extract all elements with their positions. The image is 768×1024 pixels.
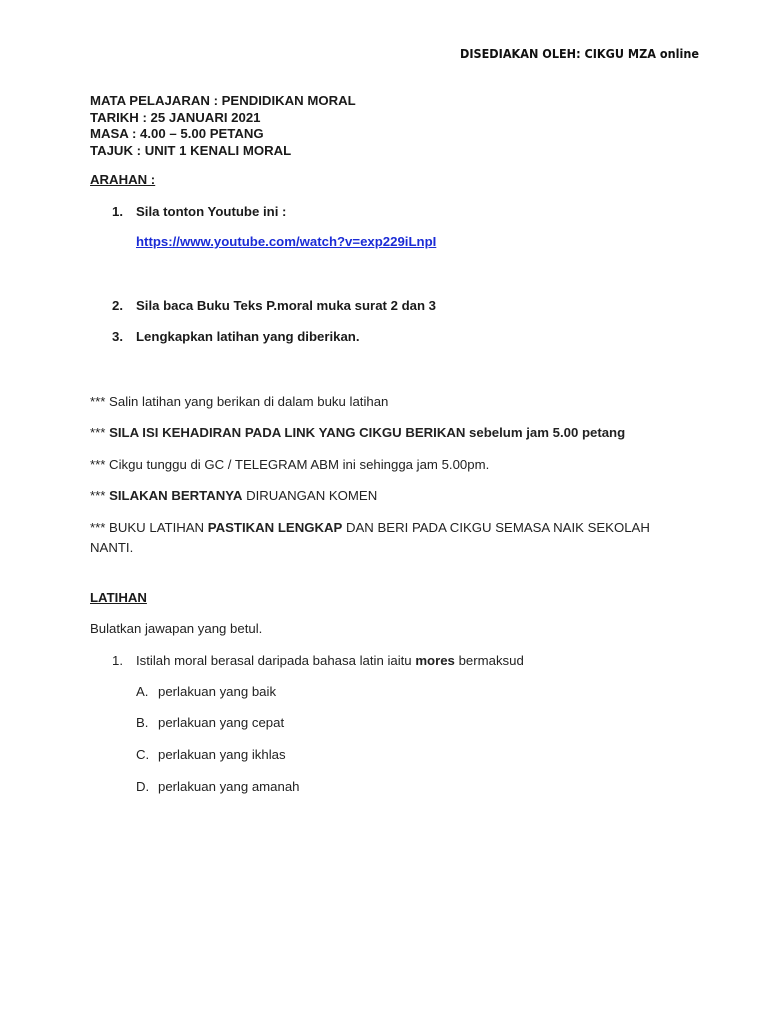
prepared-by-header: DISEDIAKAN OLEH: CIKGU MZA online — [460, 46, 699, 61]
note-4 — [90, 488, 377, 503]
note-1: *** Salin latihan yang berikan di dalam buku latihan — [90, 394, 389, 409]
topic-line: TAJUK : UNIT 1 KENALI MORAL — [90, 143, 292, 158]
exercise-heading: LATIHAN — [90, 590, 147, 605]
instruction-1-number: 1. — [112, 204, 123, 219]
instruction-3-number: 3. — [112, 329, 123, 344]
note-5-prefix: *** BUKU LATIHAN — [90, 520, 208, 535]
question-1-keyword: mores — [415, 653, 455, 668]
question-1-number: 1. — [112, 653, 123, 668]
option-b-label: B. — [136, 715, 149, 730]
option-a-label: A. — [136, 684, 149, 699]
note-4-prefix: *** — [90, 488, 110, 503]
question-1-text-after: bermaksud — [454, 653, 524, 668]
instruction-1-text: Sila tonton Youtube ini : — [136, 204, 287, 219]
youtube-link[interactable]: https://www.youtube.com/watch?v=exp229iLnpI — [136, 234, 437, 249]
note-2 — [90, 425, 625, 440]
note-5 — [90, 518, 650, 558]
option-a-text: perlakuan yang baik — [158, 684, 277, 699]
exercise-instruction: Bulatkan jawapan yang betul. — [90, 621, 263, 636]
subject-line: MATA PELAJARAN : PENDIDIKAN MORAL — [90, 93, 356, 108]
time-line: MASA : 4.00 – 5.00 PETANG — [90, 126, 264, 141]
option-c-label: C. — [136, 747, 150, 762]
option-c-text: perlakuan yang ikhlas — [158, 747, 286, 762]
instructions-heading: ARAHAN : — [90, 172, 156, 187]
note-5-bold: PASTIKAN LENGKAP — [207, 520, 343, 535]
question-1-text — [136, 653, 524, 668]
note-2-prefix: *** — [90, 425, 110, 440]
option-d-label: D. — [136, 779, 150, 794]
note-4-bold: SILAKAN BERTANYA — [109, 488, 243, 503]
date-line: TARIKH : 25 JANUARI 2021 — [90, 110, 261, 125]
instruction-2-number: 2. — [112, 298, 123, 313]
question-1-text-before: Istilah moral berasal daripada bahasa latin iaitu — [136, 653, 416, 668]
note-5-rest: DAN BERI PADA CIKGU SEMASA NAIK SEKOLAH NANTI. — [90, 520, 650, 555]
instruction-3-text: Lengkapkan latihan yang diberikan. — [136, 329, 360, 344]
note-4-rest: DIRUANGAN KOMEN — [242, 488, 378, 503]
option-d-text: perlakuan yang amanah — [158, 779, 300, 794]
instruction-2-text: Sila baca Buku Teks P.moral muka surat 2 dan 3 — [136, 298, 437, 313]
option-b-text: perlakuan yang cepat — [158, 715, 285, 730]
note-3: *** Cikgu tunggu di GC / TELEGRAM ABM ini sehingga jam 5.00pm. — [90, 457, 490, 472]
note-2-bold: SILA ISI KEHADIRAN PADA LINK YANG CIKGU BERIKAN sebelum jam 5.00 petang — [109, 425, 626, 440]
